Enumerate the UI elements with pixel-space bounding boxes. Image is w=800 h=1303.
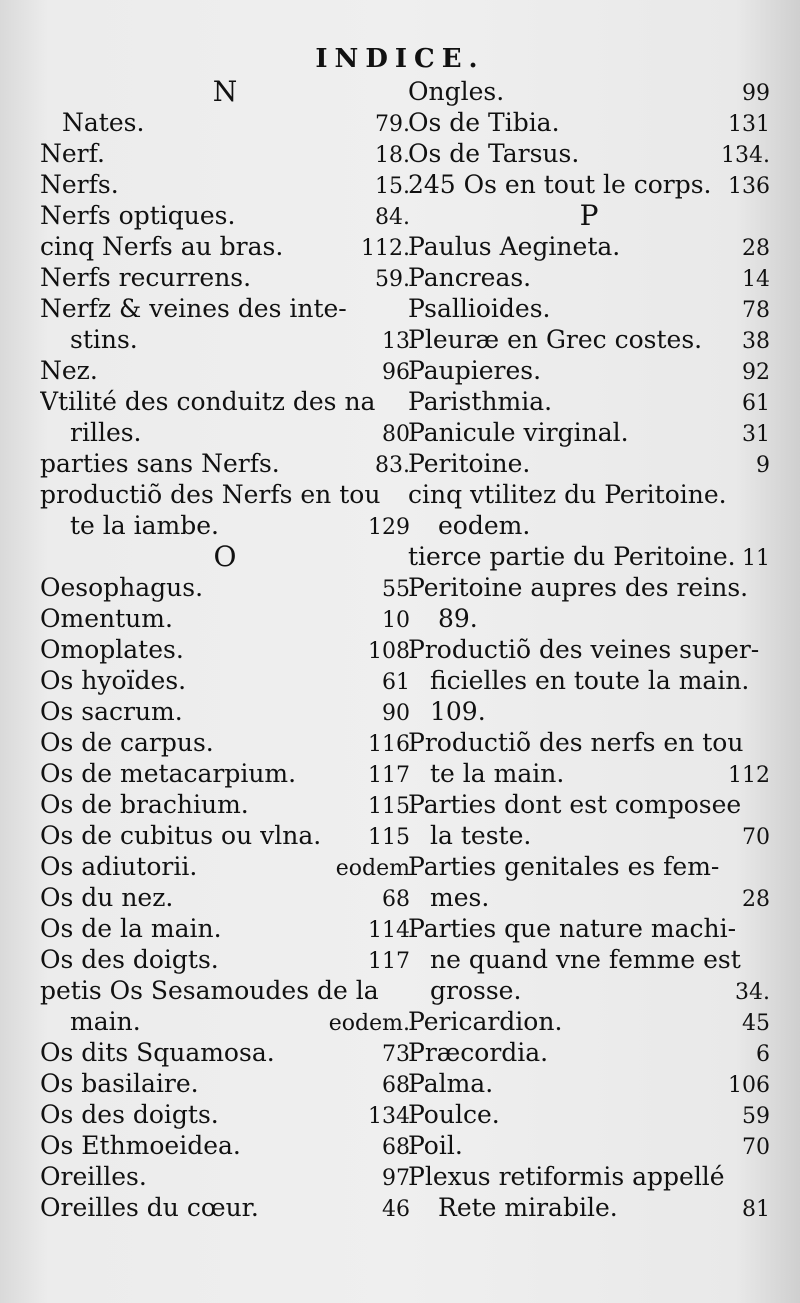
entry-term: Paulus Aegineta. <box>408 232 621 261</box>
entry-term: te la main. <box>430 759 565 788</box>
index-entry <box>40 1192 410 1223</box>
entry-page-number: 14 <box>742 267 770 292</box>
entry-page-number: eodem <box>335 856 410 881</box>
index-entry <box>40 634 410 665</box>
entry-term: petis Os Sesamoudes de la <box>40 976 379 1005</box>
index-entry <box>40 386 410 417</box>
index-entry <box>408 572 770 603</box>
entry-page-number: 129 <box>368 515 410 540</box>
index-entry <box>408 262 770 293</box>
entry-term: Pancreas. <box>408 263 532 292</box>
entry-page-number: 59. <box>375 267 410 292</box>
index-entry <box>40 324 410 355</box>
index-entry <box>40 696 410 727</box>
index-entry <box>408 758 770 789</box>
entry-page-number: 18. <box>375 143 410 168</box>
entry-term: Nerfs recurrens. <box>40 263 252 292</box>
entry-term: Os du nez. <box>40 883 174 912</box>
index-entry <box>408 355 770 386</box>
entry-page-number: 96 <box>382 360 410 385</box>
entry-term: ficielles en toute la main. <box>430 666 750 695</box>
entry-term: Os de carpus. <box>40 728 214 757</box>
entry-term: Nez. <box>40 356 98 385</box>
index-entry <box>40 944 410 975</box>
index-entry <box>408 789 770 820</box>
entry-term: cinq Nerfs au bras. <box>40 232 284 261</box>
entry-term: productiõ des Nerfs en tou <box>40 480 381 509</box>
index-entry <box>40 1099 410 1130</box>
entry-page-number: 136 <box>728 174 770 199</box>
entry-term: Os Ethmoeidea. <box>40 1131 241 1160</box>
index-entry <box>408 1130 770 1161</box>
index-entry <box>408 1068 770 1099</box>
entry-page-number: 114 <box>368 918 410 943</box>
entry-page-number: 99 <box>742 81 770 106</box>
entry-term: Parties dont est composee <box>408 790 742 819</box>
section-letter: N <box>212 75 238 108</box>
entry-page-number: 116 <box>368 732 410 757</box>
index-entry <box>408 479 770 510</box>
entry-page-number: 61 <box>742 391 770 416</box>
entry-page-number: 15. <box>375 174 410 199</box>
entry-page-number: 112. <box>361 236 410 261</box>
entry-term: Nerfs optiques. <box>40 201 236 230</box>
index-entry <box>408 510 770 541</box>
entry-page-number: 55 <box>382 577 410 602</box>
entry-term: Os sacrum. <box>40 697 183 726</box>
index-entry <box>40 479 410 510</box>
entry-term: Nerf. <box>40 139 105 168</box>
entry-page-number: 68 <box>382 1135 410 1160</box>
entry-page-number: 61 <box>382 670 410 695</box>
entry-term: Nates. <box>62 108 145 137</box>
entry-term: 245 Os en tout le corps. <box>408 170 712 199</box>
entry-term: Productiõ des veines super- <box>408 635 760 664</box>
index-entry <box>408 231 770 262</box>
entry-term: Pleuræ en Grec costes. <box>408 325 703 354</box>
entry-page-number: 34. <box>735 980 770 1005</box>
entry-term: Panicule virginal. <box>408 418 629 447</box>
index-entry <box>40 851 410 882</box>
entry-term: Os dits Squamosa. <box>40 1038 275 1067</box>
entry-page-number: 45 <box>742 1011 770 1036</box>
entry-page-number: 68 <box>382 887 410 912</box>
index-entry <box>408 1099 770 1130</box>
index-entry <box>40 603 410 634</box>
entry-page-number: 9 <box>756 453 770 478</box>
index-entry <box>40 231 410 262</box>
index-column-right <box>408 76 770 1223</box>
index-entry <box>408 944 770 975</box>
index-entry <box>408 727 770 758</box>
entry-term: Vtilité des conduitz des na <box>40 387 376 416</box>
entry-term: rilles. <box>70 418 142 447</box>
entry-term: Peritoine. <box>408 449 531 478</box>
entry-term: Psallioides. <box>408 294 551 323</box>
entry-page-number: 97 <box>382 1166 410 1191</box>
entry-page-number: 81 <box>742 1197 770 1222</box>
entry-term: Præcordia. <box>408 1038 549 1067</box>
entry-page-number: 68 <box>382 1073 410 1098</box>
entry-page-number: 92 <box>742 360 770 385</box>
entry-page-number: 10 <box>382 608 410 633</box>
index-entry <box>40 913 410 944</box>
entry-term: parties sans Nerfs. <box>40 449 280 478</box>
page-header: INDICE. <box>315 44 485 74</box>
index-entry <box>40 1068 410 1099</box>
entry-page-number: 83. <box>375 453 410 478</box>
index-entry <box>408 386 770 417</box>
entry-page-number: 70 <box>742 1135 770 1160</box>
entry-page-number: 11 <box>742 546 770 571</box>
entry-term: Pericardion. <box>408 1007 563 1036</box>
index-entry <box>40 789 410 820</box>
entry-page-number: 134. <box>721 143 770 168</box>
entry-term: Os basilaire. <box>40 1069 199 1098</box>
entry-term: mes. <box>430 883 490 912</box>
entry-term: Os des doigts. <box>40 945 219 974</box>
entry-page-number: 38 <box>742 329 770 354</box>
entry-term: Os de metacarpium. <box>40 759 297 788</box>
index-entry <box>408 1006 770 1037</box>
index-entry <box>40 138 410 169</box>
entry-page-number: 117 <box>368 763 410 788</box>
entry-page-number: 46 <box>382 1197 410 1222</box>
index-entry <box>40 758 410 789</box>
entry-term: Parties que nature machi- <box>408 914 737 943</box>
entry-page-number: 28 <box>742 236 770 261</box>
section-letter: P <box>579 199 599 232</box>
index-entry <box>408 107 770 138</box>
index-entry <box>408 882 770 913</box>
entry-term: Os des doigts. <box>40 1100 219 1129</box>
entry-page-number: 112 <box>728 763 770 788</box>
entry-page-number: 80 <box>382 422 410 447</box>
index-entry <box>40 665 410 696</box>
entry-term: Os hyoïdes. <box>40 666 187 695</box>
entry-term: te la iambe. <box>70 511 219 540</box>
entry-term: tierce partie du Peritoine. <box>408 542 736 571</box>
index-entry <box>408 696 770 727</box>
entry-page-number: 13 <box>382 329 410 354</box>
index-entry <box>40 262 410 293</box>
index-entry <box>40 200 410 231</box>
entry-term: Ongles. <box>408 77 505 106</box>
entry-term: Oreilles du cœur. <box>40 1193 259 1222</box>
entry-page-number: 73 <box>382 1042 410 1067</box>
entry-page-number: eodem. <box>328 1011 410 1036</box>
entry-page-number: 84. <box>375 205 410 230</box>
entry-term: Omoplates. <box>40 635 184 664</box>
entry-term: cinq vtilitez du Peritoine. <box>408 480 727 509</box>
entry-page-number: 131 <box>728 112 770 137</box>
index-entry <box>40 975 410 1006</box>
entry-term: Peritoine aupres des reins. <box>408 573 749 602</box>
entry-term: Omentum. <box>40 604 173 633</box>
index-entry <box>408 324 770 355</box>
index-entry <box>408 293 770 324</box>
entry-page-number: 70 <box>742 825 770 850</box>
index-entry <box>40 448 410 479</box>
index-entry <box>408 634 770 665</box>
index-entry <box>40 510 410 541</box>
index-entry <box>40 820 410 851</box>
index-entry <box>40 107 410 138</box>
entry-term: grosse. <box>430 976 522 1005</box>
entry-page-number: 115 <box>368 825 410 850</box>
index-entry <box>40 417 410 448</box>
entry-term: Os de cubitus ou vlna. <box>40 821 322 850</box>
index-entry <box>408 138 770 169</box>
entry-term: Paupieres. <box>408 356 542 385</box>
index-entry <box>408 913 770 944</box>
entry-page-number: 134 <box>368 1104 410 1129</box>
index-entry <box>408 417 770 448</box>
section-letter: O <box>213 540 237 573</box>
entry-page-number: 106 <box>728 1073 770 1098</box>
entry-term: Plexus retiformis appellé <box>408 1162 725 1191</box>
entry-page-number: 90 <box>382 701 410 726</box>
index-entry <box>408 76 770 107</box>
entry-term: Os de la main. <box>40 914 222 943</box>
entry-page-number: 108 <box>368 639 410 664</box>
index-entry <box>40 169 410 200</box>
entry-term: Os de Tibia. <box>408 108 560 137</box>
entry-term: ne quand vne femme est <box>430 945 741 974</box>
entry-term: Poil. <box>408 1131 463 1160</box>
entry-page-number: 28 <box>742 887 770 912</box>
index-entry <box>408 665 770 696</box>
entry-term: Nerfs. <box>40 170 119 199</box>
index-entry <box>408 541 770 572</box>
entry-page-number: 59 <box>742 1104 770 1129</box>
index-entry <box>40 1130 410 1161</box>
entry-page-number: 79. <box>375 112 410 137</box>
index-entry <box>40 1161 410 1192</box>
entry-term: Productiõ des nerfs en tou <box>408 728 744 757</box>
entry-page-number: 78 <box>742 298 770 323</box>
index-entry <box>408 1037 770 1068</box>
entry-term: stins. <box>70 325 138 354</box>
index-entry <box>408 851 770 882</box>
index-entry <box>40 727 410 758</box>
index-entry <box>40 293 410 324</box>
index-entry <box>408 448 770 479</box>
entry-term: Os adiutorii. <box>40 852 198 881</box>
index-entry <box>40 1006 410 1037</box>
entry-term: main. <box>70 1007 141 1036</box>
entry-term: Paristhmia. <box>408 387 553 416</box>
index-entry <box>408 975 770 1006</box>
entry-term: Parties genitales es fem- <box>408 852 720 881</box>
entry-page-number: 117 <box>368 949 410 974</box>
entry-term: Rete mirabile. <box>438 1193 618 1222</box>
entry-page-number: 6 <box>756 1042 770 1067</box>
index-entry <box>40 355 410 386</box>
entry-term: Palma. <box>408 1069 494 1098</box>
entry-term: Oreilles. <box>40 1162 147 1191</box>
entry-term: Oesophagus. <box>40 573 204 602</box>
entry-term: 109. <box>430 697 486 726</box>
entry-term: Os de Tarsus. <box>408 139 580 168</box>
index-entry <box>408 820 770 851</box>
entry-term: Poulce. <box>408 1100 500 1129</box>
index-entry <box>408 603 770 634</box>
entry-term: 89. <box>438 604 478 633</box>
entry-term: Nerfz & veines des inte- <box>40 294 347 323</box>
index-entry <box>408 169 770 200</box>
index-entry <box>40 572 410 603</box>
entry-term: Os de brachium. <box>40 790 249 819</box>
index-entry <box>408 1161 770 1192</box>
index-entry <box>40 882 410 913</box>
entry-term: la teste. <box>430 821 532 850</box>
entry-page-number: 31 <box>742 422 770 447</box>
index-column-left <box>40 76 410 1223</box>
index-entry <box>408 1192 770 1223</box>
index-entry <box>40 1037 410 1068</box>
entry-page-number: 115 <box>368 794 410 819</box>
entry-term: eodem. <box>438 511 531 540</box>
